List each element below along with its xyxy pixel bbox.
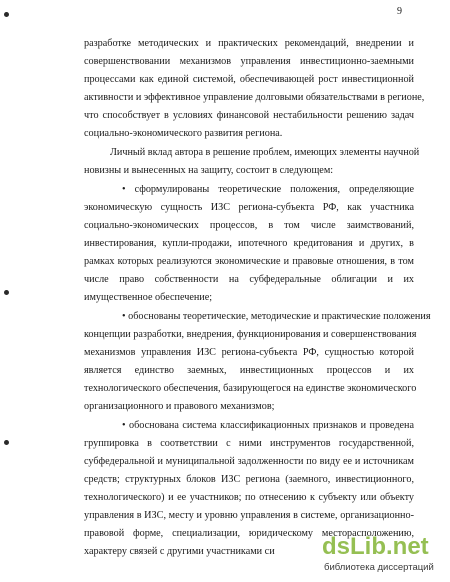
text-line: имущественное обеспечение; [84,292,213,303]
text-line: новизны и вынесенных на защиту, состоит в следующем: [84,165,334,176]
text-line: правовой форме, специализации, юридическому месторасположению, [84,528,414,539]
text-line: экономическую сущность ИЗС региона-субъекта РФ, как участника [84,202,414,213]
text-line: концепции разработки, внедрения, функционирования и совершенствования [84,329,417,340]
text-line: социально-экономических процессов, в том числе заимствований, [84,220,414,231]
margin-dot-mark [4,290,9,295]
text-line: совершенствовании механизмов управления инвестиционно-заемными [84,56,414,67]
text-line: Личный вклад автора в решение проблем, имеющих элементы научной [110,147,420,158]
text-line: числе право собственности на субфедеральные облигации и их [84,274,414,285]
text-line: субфедеральной и муниципальной задолженности по виду ее и источникам [84,456,414,467]
text-line: механизмов управления ИЗС региона-субъекта РФ, сущностью которой [84,347,414,358]
text-line: технологического обеспечения, базирующегося на единстве экономического [84,383,417,394]
text-line: средств; структурных блоков ИЗС региона (заемного, инвестиционного, [84,474,414,485]
text-line: организационного и правового механизмов; [84,401,275,412]
text-line: характеру связей с другими участниками си [84,546,275,557]
text-line: разработке методических и практических рекомендаций, внедрении и [84,38,414,49]
text-line: активности и эффективное управление долговыми обязательствами в регионе, [84,92,425,103]
bullet-item-1: • сформулированы теоретические положения, определяющие [122,184,414,195]
text-line: является единство заемных, инвестиционных процессов и их [84,365,414,376]
text-line: что способствует в условиях финансовой нестабильности решению задач [84,110,414,121]
page-number: 9 [397,6,402,17]
margin-dot-mark [4,12,9,17]
watermark-subtitle: библиотека диссертаций [324,562,434,573]
text-line: группировка в соответствии с ними инструментов государственной, [84,438,414,449]
text-line: процессами как единой системой, обеспечивающей рост инвестиционной [84,74,414,85]
text-line: управления в ИЗС, месту и уровню управления в системе, организационно- [84,510,414,521]
bullet-item-2: • обоснованы теоретические, методические и практические положения [122,311,431,322]
text-line: технологического) и ее участников; по отнесению к субъекту или объекту [84,492,414,503]
text-line: социально-экономического развития региона. [84,128,283,139]
margin-dot-mark [4,440,9,445]
bullet-item-3: • обоснована система классификационных признаков и проведена [122,420,414,431]
dslib-logo-text: dsLib.net [322,533,429,560]
text-line: рамках которых реализуются экономические и правовые отношения, в том [84,256,414,267]
dslib-logo [320,530,448,560]
watermark [320,530,448,580]
text-line: инвестирования, купли-продажи, ипотечного кредитования и других, в [84,238,414,249]
